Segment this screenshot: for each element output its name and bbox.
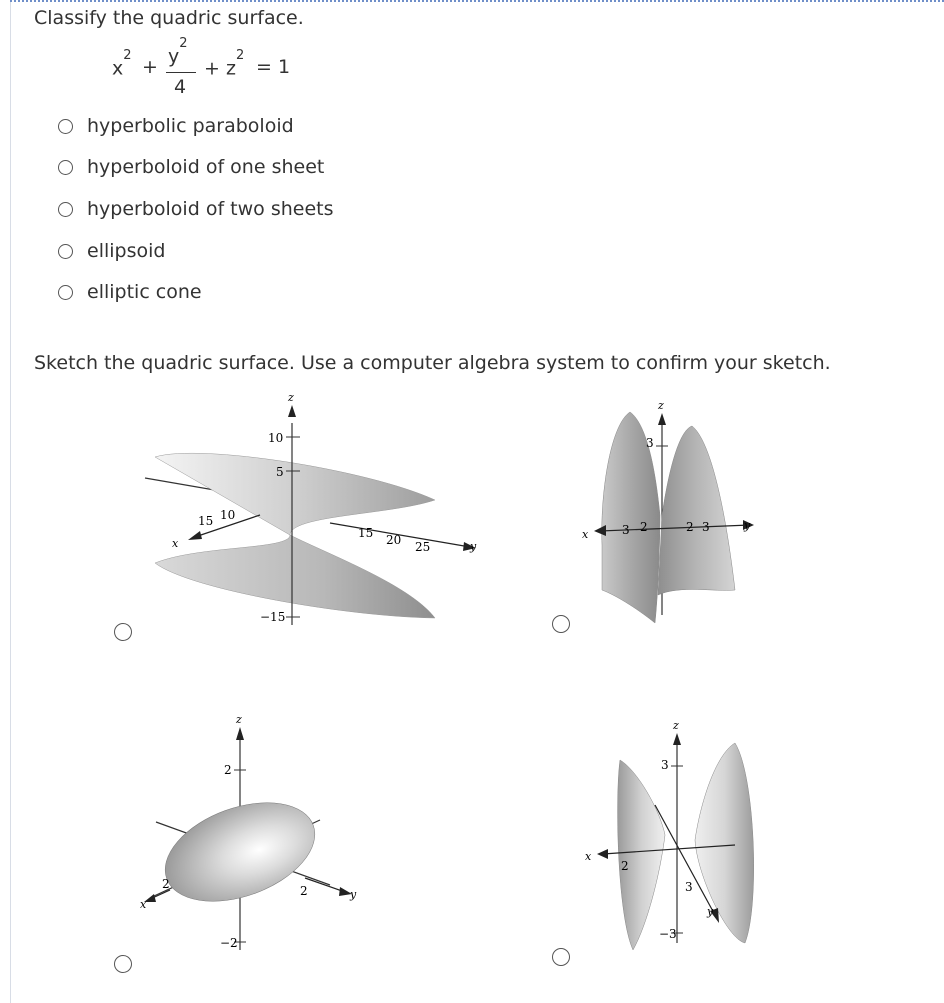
radio-button[interactable] xyxy=(58,160,73,175)
y-tick-label-15: 15 xyxy=(358,526,374,540)
option-label: hyperboloid of one sheet xyxy=(87,156,325,178)
option-label: hyperbolic paraboloid xyxy=(87,115,294,137)
question-title: Classify the quadric surface. xyxy=(34,7,304,29)
eq-y-exp: 2 xyxy=(179,36,188,51)
z-arrow xyxy=(673,733,681,745)
graph-choice-radio-3[interactable] xyxy=(114,955,132,973)
radio-button[interactable] xyxy=(58,285,73,300)
right-sheet xyxy=(695,743,754,943)
graph-choice-radio-4[interactable] xyxy=(552,948,570,966)
x-arrow xyxy=(594,525,606,536)
y-tick-label-3: 3 xyxy=(685,880,693,894)
z-tick-label--3: −3 xyxy=(659,927,677,941)
left-sheet xyxy=(618,760,665,950)
left-border xyxy=(10,0,11,1003)
option-hyperbolic-paraboloid[interactable] xyxy=(58,113,294,139)
sketch-instructions: Sketch the quadric surface. Use a computer algebra system to confirm your sketch. xyxy=(34,352,831,374)
fraction-bar xyxy=(166,72,196,73)
elliptic-cone-graph xyxy=(130,385,490,635)
z-axis-label: z xyxy=(673,719,679,732)
eq-z-exp: 2 xyxy=(235,48,245,63)
x-tick-label-3: 3 xyxy=(622,523,630,537)
y-tick-label-2: 2 xyxy=(300,884,308,898)
eq-y: y xyxy=(168,45,180,68)
option-elliptic-cone[interactable] xyxy=(58,279,202,305)
z-tick-label-3: 3 xyxy=(646,436,654,450)
graph-choice-radio-2[interactable] xyxy=(552,615,570,633)
lower-nappe xyxy=(155,535,435,618)
y-axis-label: y xyxy=(707,905,714,918)
y-axis-label: y xyxy=(744,519,751,532)
radio-button[interactable] xyxy=(58,119,73,134)
hyperbolic-paraboloid-graph xyxy=(560,395,760,630)
y-axis-label: y xyxy=(350,888,357,901)
eq-rhs: = 1 xyxy=(256,56,291,78)
x-axis-label: x xyxy=(172,537,179,550)
eq-denominator: 4 xyxy=(174,76,187,98)
z-tick-label-2: 2 xyxy=(224,763,232,777)
z-tick-label--2: −2 xyxy=(220,936,238,950)
eq-z: + z xyxy=(204,57,236,80)
radio-button[interactable] xyxy=(58,202,73,217)
ellipsoid-graph xyxy=(130,710,370,960)
z-axis-label: z xyxy=(288,391,294,404)
z-arrow xyxy=(288,405,296,417)
option-hyperboloid-two-sheets[interactable] xyxy=(58,196,334,222)
option-hyperboloid-one-sheet[interactable] xyxy=(58,154,324,180)
option-ellipsoid[interactable] xyxy=(58,238,165,264)
option-label: hyperboloid of two sheets xyxy=(87,198,334,220)
graph-choice-radio-1[interactable] xyxy=(114,623,132,641)
y-tick-label-20: 20 xyxy=(386,533,402,547)
x-arrow xyxy=(597,849,608,859)
y-axis-label: y xyxy=(470,540,477,553)
eq-x-exp: 2 xyxy=(123,48,132,63)
eq-x: x xyxy=(112,57,124,80)
z-arrow xyxy=(658,413,666,425)
y-axis xyxy=(305,878,345,892)
x-tick-label-10: 10 xyxy=(220,508,236,522)
upper-nappe xyxy=(155,453,435,535)
z-tick-label-5: 5 xyxy=(276,465,284,479)
x-tick-label-2: 2 xyxy=(162,877,170,891)
x-tick-label-2: 2 xyxy=(621,859,629,873)
eq-plus: + xyxy=(142,56,158,78)
hyperboloid-two-sheets-graph xyxy=(575,715,775,955)
z-axis-label: z xyxy=(236,713,242,726)
z-tick-label-10: 10 xyxy=(268,431,284,445)
x-arrow xyxy=(188,531,202,540)
x-tick-label-2: 2 xyxy=(640,520,648,534)
right-saddle-surface xyxy=(658,426,735,595)
z-arrow xyxy=(236,727,244,740)
x-tick-label-15: 15 xyxy=(198,514,214,528)
z-axis-label: z xyxy=(658,399,664,412)
radio-button[interactable] xyxy=(58,244,73,259)
z-tick-label--15: −15 xyxy=(260,610,286,624)
top-border xyxy=(10,0,944,2)
option-label: elliptic cone xyxy=(87,281,202,303)
y-tick-label-2: 2 xyxy=(686,520,694,534)
option-label: ellipsoid xyxy=(87,240,166,262)
z-tick-label-3: 3 xyxy=(661,758,669,772)
y-tick-label-3: 3 xyxy=(702,520,710,534)
x-axis-label: x xyxy=(585,850,592,863)
x-axis-label: x xyxy=(582,528,589,541)
y-tick-label-25: 25 xyxy=(415,540,431,554)
x-axis-label: x xyxy=(140,898,147,911)
